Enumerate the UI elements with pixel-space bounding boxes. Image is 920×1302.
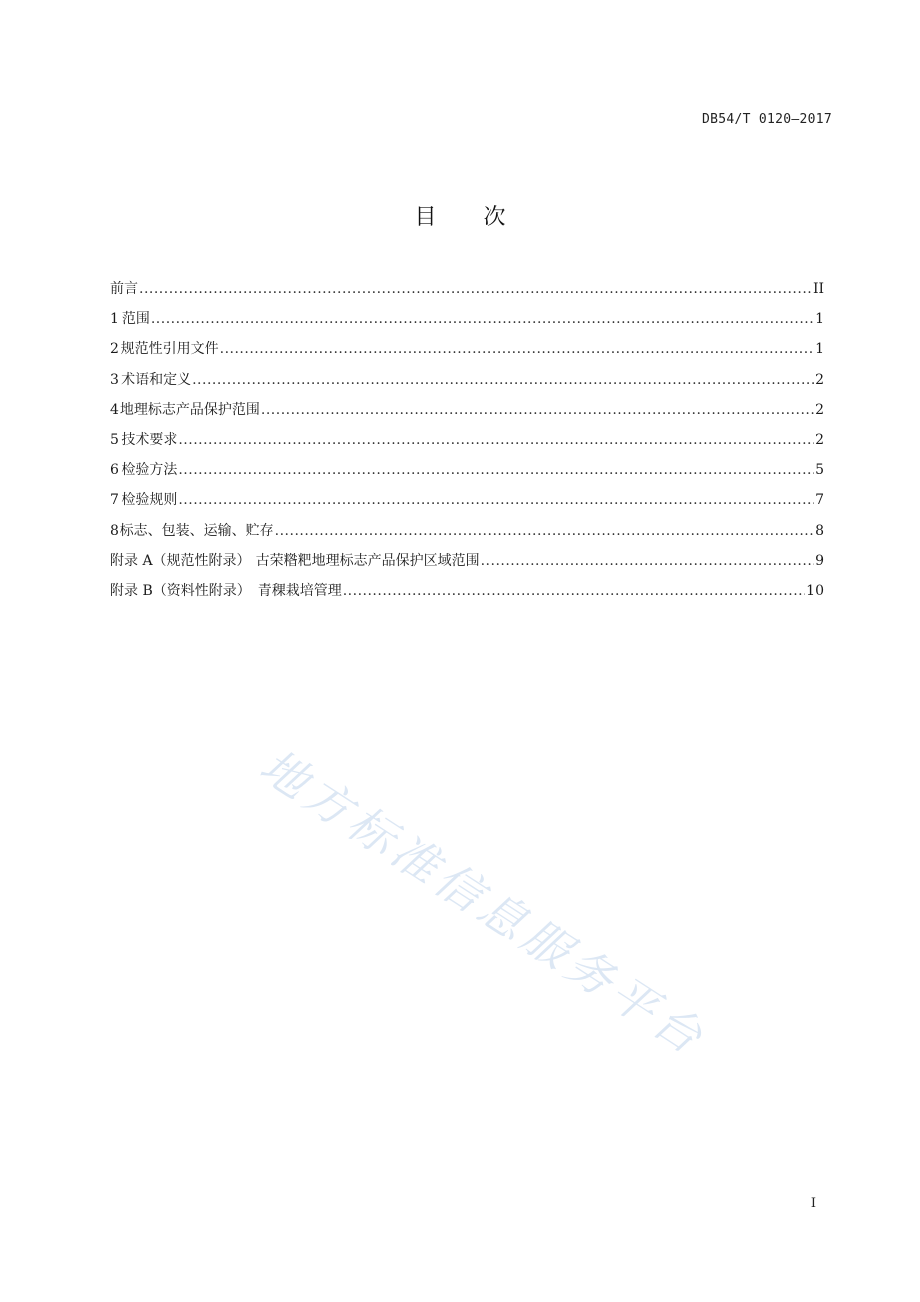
toc-entry-number: 5 [110,431,119,448]
page-number: I [810,1196,816,1211]
toc-entry-page: 5 [815,462,824,479]
toc-leader-dots [139,276,812,302]
toc-entry-page: 1 [815,311,824,328]
toc-entry-page: 2 [815,371,824,388]
toc-leader-dots [220,336,814,362]
toc-entry-terms-definitions[interactable] [110,367,824,397]
toc-entry-number: 2 [110,341,119,358]
toc-entry-number: 1 [110,311,119,328]
toc-entry-label: 范围 [121,311,150,328]
table-of-contents [110,276,824,608]
toc-entry-label: 检验方法 [121,462,178,479]
toc-entry-number: 8 [110,522,119,539]
toc-entry-inspection-rules[interactable] [110,487,824,517]
document-code: DB54/T 0120—2017 [701,112,832,127]
toc-entry-page: 10 [806,582,824,599]
toc-entry-number: 6 [110,462,119,479]
toc-entry-page: 7 [815,492,824,509]
toc-entry-page: 2 [815,401,824,418]
toc-entry-annex-a[interactable] [110,548,824,578]
page-title: 目 次 [414,205,526,230]
toc-leader-dots [275,518,814,544]
toc-leader-dots [178,427,814,453]
toc-leader-dots [178,487,814,513]
toc-entry-number: 7 [110,492,119,509]
toc-entry-page: 2 [815,431,824,448]
toc-leader-dots [151,306,814,332]
toc-entry-label: 古荣糌粑地理标志产品保护区域范围 [255,552,480,569]
toc-entry-label: 标志、包装、运输、贮存 [119,522,274,539]
toc-entry-page: 9 [815,552,824,569]
toc-entry-label: 地理标志产品保护范围 [119,401,260,418]
toc-entry-annex-prefix: 附录 B（资料性附录） [110,582,251,599]
toc-leader-dots [261,397,814,423]
toc-leader-dots [178,457,814,483]
toc-entry-technical-requirements[interactable] [110,427,824,457]
toc-leader-dots [343,578,805,604]
toc-entry-page: 1 [815,341,824,358]
toc-entry-test-methods[interactable] [110,457,824,487]
toc-entry-label: 前言 [110,281,138,297]
toc-entry-annex-prefix: 附录 A（规范性附录） [110,552,251,569]
toc-entry-page: II [812,281,824,297]
toc-entry-label: 检验规则 [121,492,178,509]
toc-entry-protection-scope[interactable] [110,397,824,427]
toc-entry-label: 术语和定义 [121,371,192,388]
toc-entry-normative-references[interactable] [110,336,824,366]
toc-entry-label: 规范性引用文件 [120,341,219,358]
toc-leader-dots [192,367,814,393]
toc-entry-label: 技术要求 [121,431,178,448]
toc-entry-page: 8 [815,522,824,539]
toc-entry-scope[interactable] [110,306,824,336]
toc-entry-label: 青稞栽培管理 [257,582,342,599]
toc-leader-dots [481,548,814,574]
toc-entry-number: 3 [110,371,119,388]
toc-entry-marking-packaging[interactable] [110,518,824,548]
toc-entry-annex-b[interactable] [110,578,824,608]
watermark: 地方标准信息服务平台 [250,738,717,1067]
toc-entry-foreword[interactable] [110,276,824,306]
toc-entry-number: 4 [110,401,119,418]
